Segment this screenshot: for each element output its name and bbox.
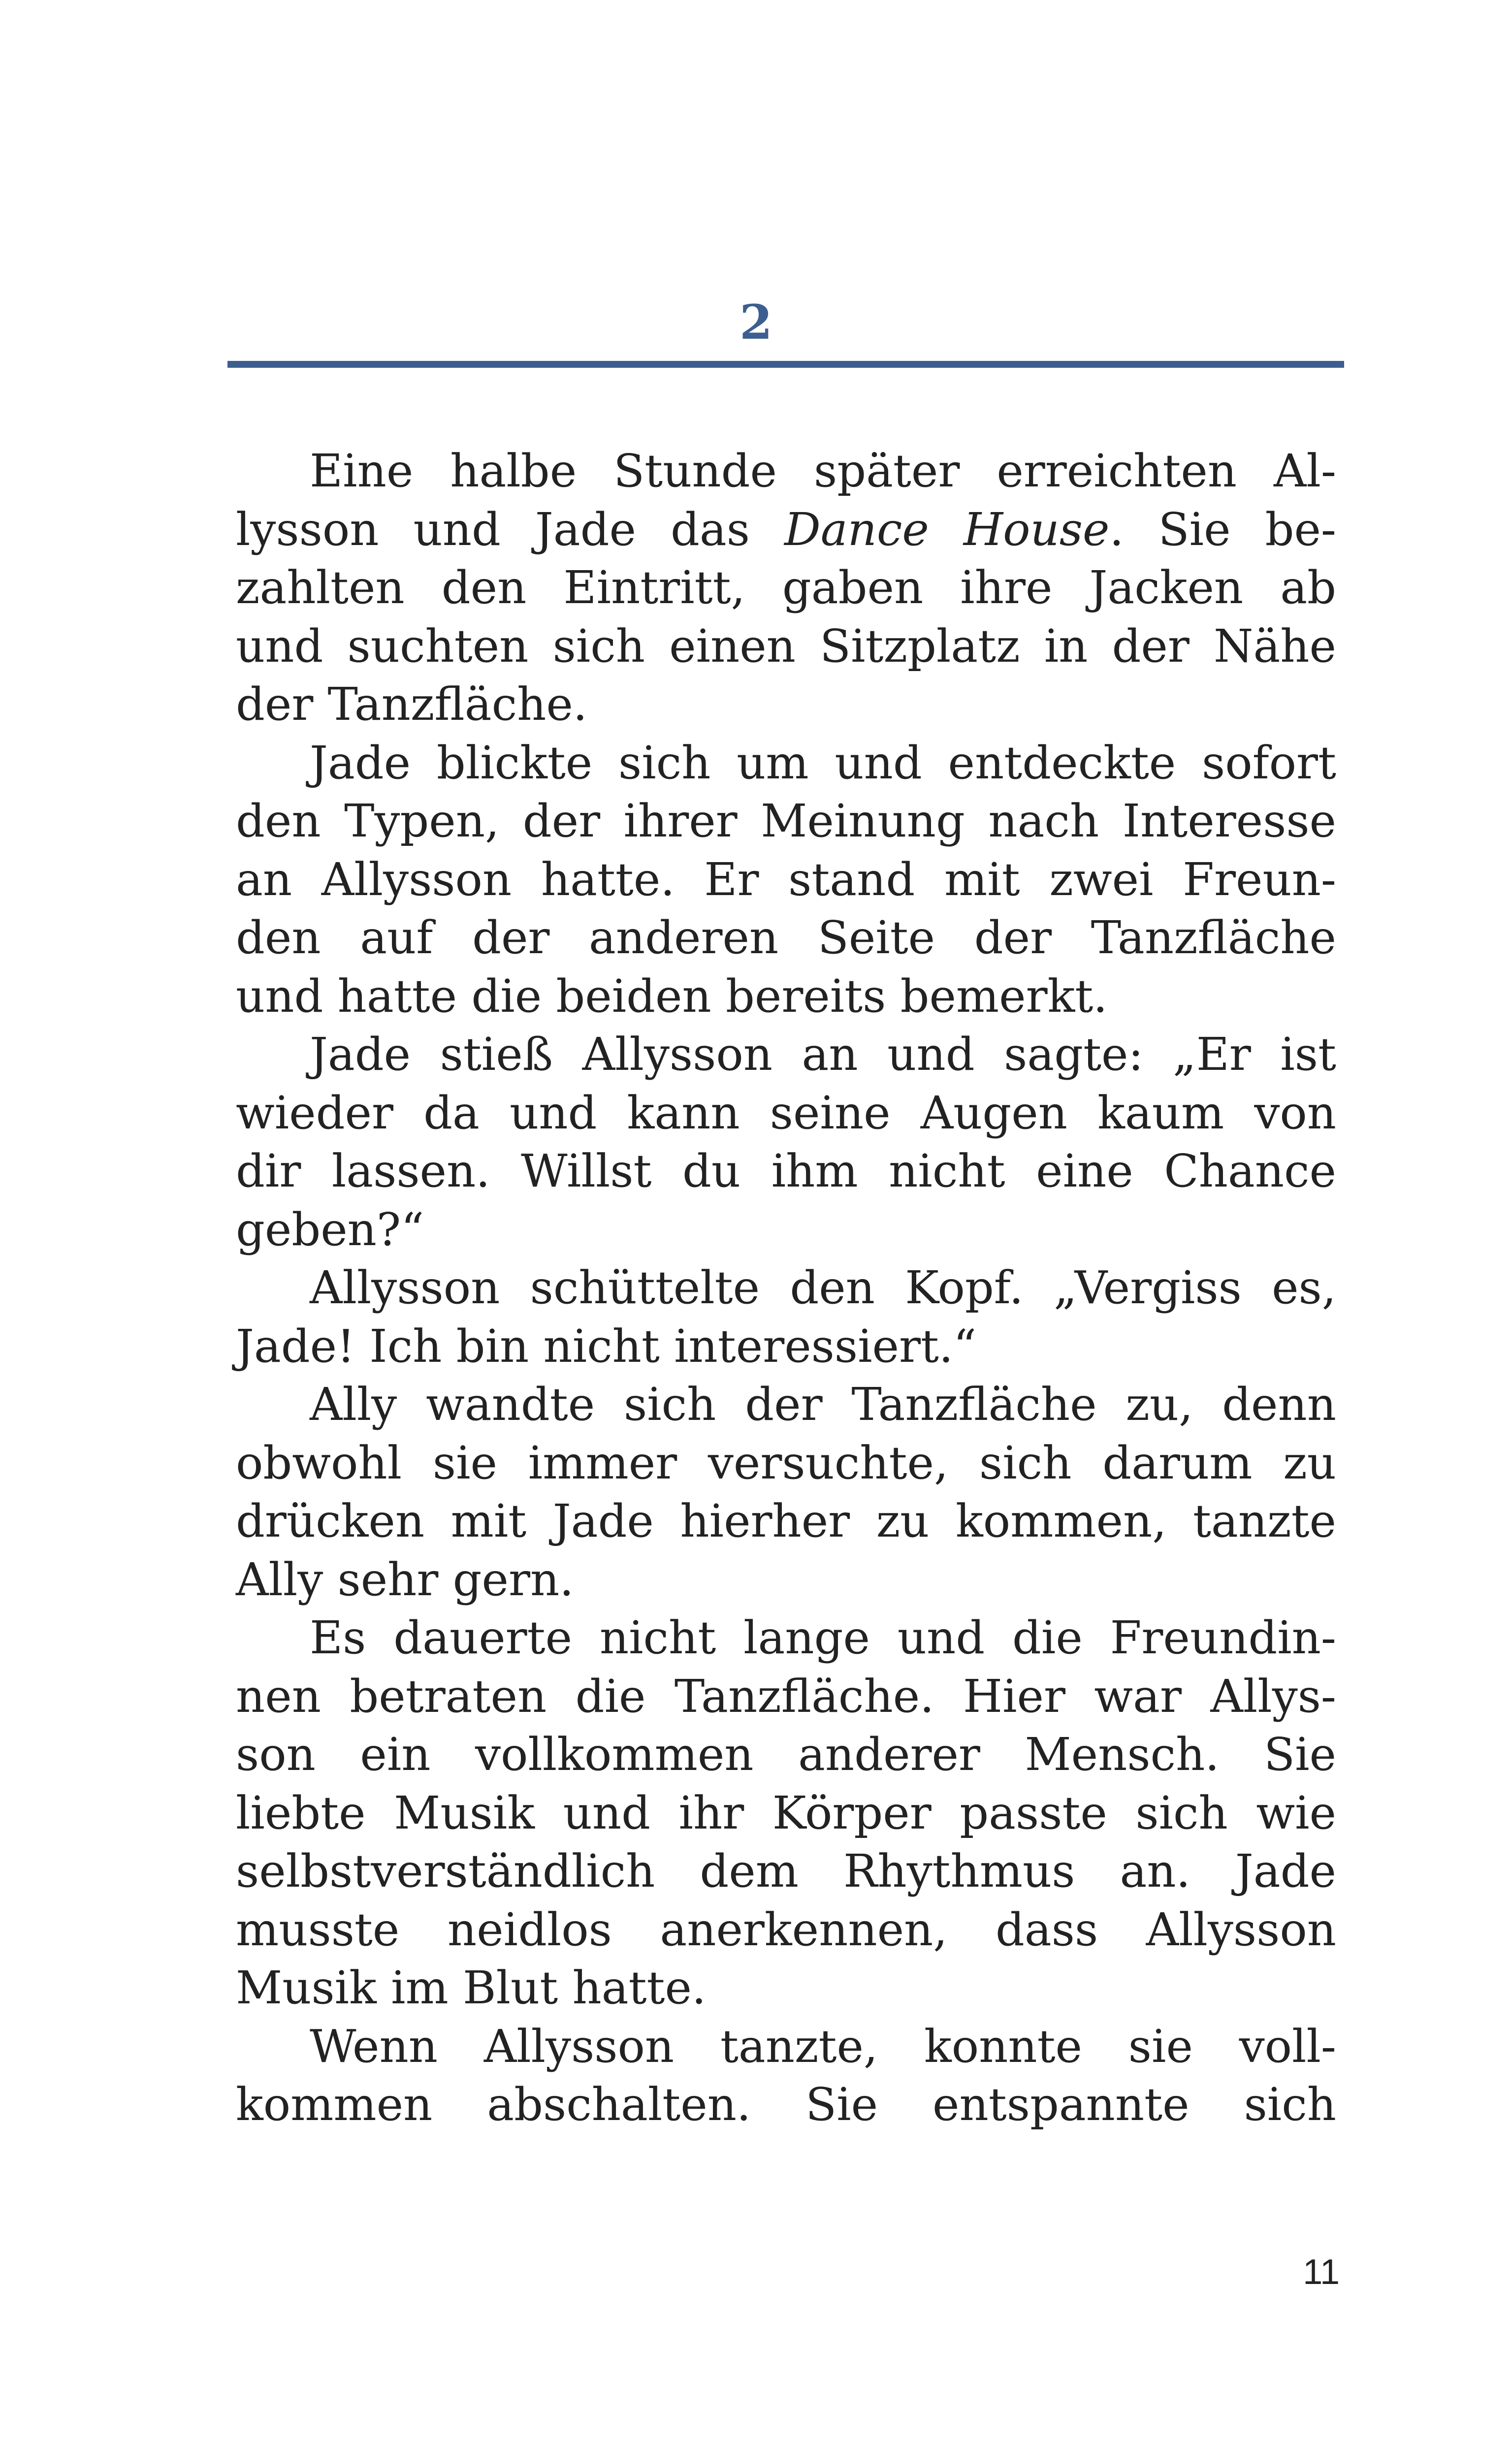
text-line: Jade! Ich bin nicht interessiert.“ [236,1319,977,1373]
text-line: der Tanzfläche. [236,678,588,731]
text-line: nen betraten die Tanzfläche. Hier war Allys- [236,1670,1336,1723]
text-line: den Typen, der ihrer Meinung nach Interesse [236,795,1336,847]
text-line: geben?“ [236,1203,424,1256]
text-line: und hatte die beiden bereits bemerkt. [236,969,1108,1023]
text-line: Jade blickte sich um und entdeckte sofort [310,736,1336,789]
text-segment: . Sie be- [1109,503,1336,556]
text-line: Musik im Blut hatte. [236,1961,707,2014]
text-line [236,501,1336,559]
text-line: kommen abschalten. Sie entspannte sich [236,2078,1336,2131]
text-segment: lysson und Jade das [236,503,750,556]
body-text [236,442,1336,2134]
text-line: liebte Musik und ihr Körper passte sich wie [236,1786,1336,1839]
text-line: Es dauerte nicht lange und die Freundin- [310,1611,1336,1664]
text-line: und suchten sich einen Sitzplatz in der Nähe [236,619,1336,673]
text-line: Eine halbe Stunde später erreichten Al- [310,445,1336,497]
text-line: den auf der anderen Seite der Tanzfläche [236,911,1336,964]
text-line: Wenn Allysson tanzte, konnte sie voll- [310,2020,1336,2073]
text-line: selbstverständlich dem Rhythmus an. Jade [236,1845,1336,1897]
text-line: Jade stieß Allysson an und sagte: „Er ist [310,1028,1336,1081]
text-line: wieder da und kann seine Augen kaum von [236,1086,1336,1139]
text-line: an Allysson hatte. Er stand mit zwei Freun- [236,853,1336,906]
chapter-number: 2 [740,294,772,350]
text-line: Ally wandte sich der Tanzfläche zu, denn [310,1378,1336,1431]
page-number: 11 [1303,2252,1340,2292]
italic-title: Dance House [784,503,1110,556]
chapter-divider [227,361,1344,368]
text-line: obwohl sie immer versuchte, sich darum zu [236,1436,1336,1489]
text-line: son ein vollkommen anderer Mensch. Sie [236,1728,1336,1781]
text-line: drücken mit Jade hierher zu kommen, tanzte [236,1495,1336,1547]
text-line: Ally sehr gern. [236,1553,574,1606]
text-line: musste neidlos anerkennen, dass Allysson [236,1903,1336,1956]
text-line: Allysson schüttelte den Kopf. „Vergiss es, [310,1261,1336,1314]
text-line: zahlten den Eintritt, gaben ihre Jacken ab [236,561,1336,614]
text-line: dir lassen. Willst du ihm nicht eine Chance [236,1145,1336,1197]
